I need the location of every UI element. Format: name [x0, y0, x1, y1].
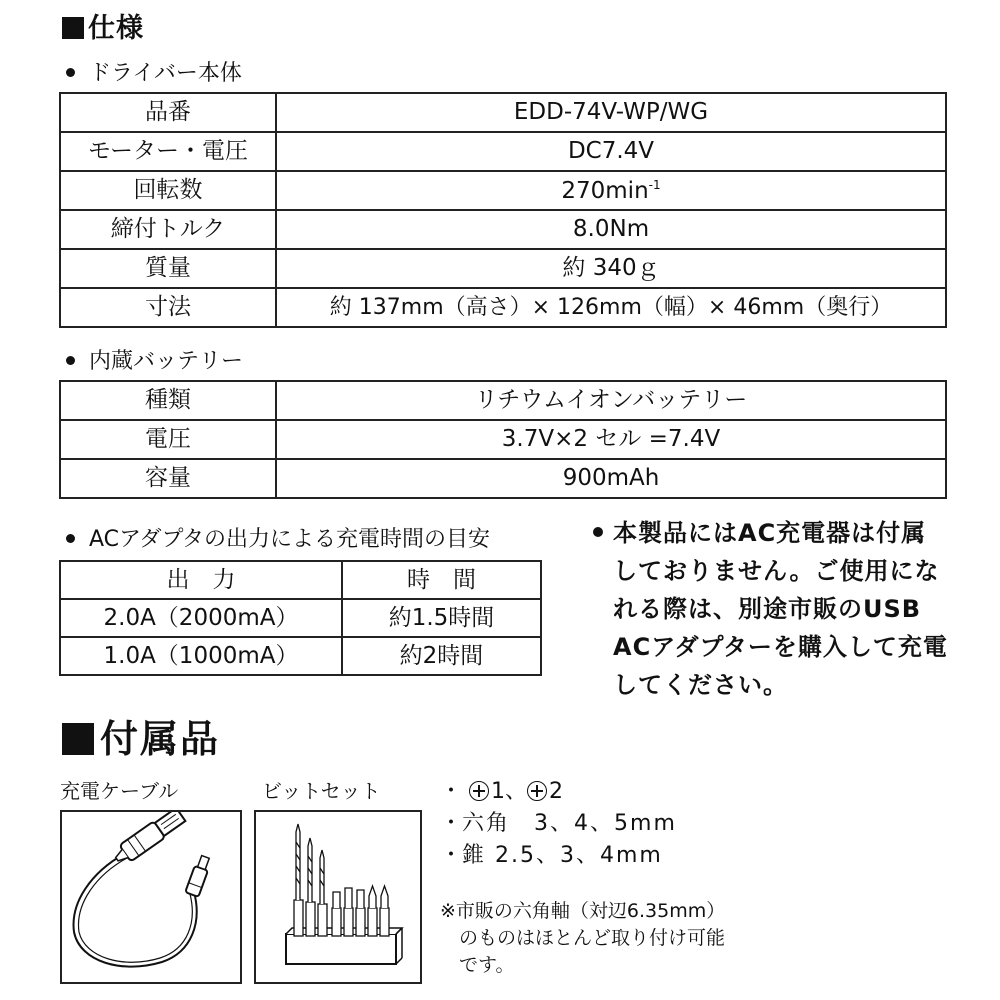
table-row: [60, 599, 541, 637]
row-value: DC7.4V: [276, 132, 946, 171]
table-row: [60, 381, 946, 420]
cable-label: 充電ケーブル: [60, 779, 179, 803]
row-value: 約 340ｇ: [276, 249, 946, 288]
note-line: しておりません。ご使用にな: [613, 557, 940, 585]
phillips-icon: [527, 781, 547, 801]
table-row: [60, 171, 946, 210]
row-value: リチウムイオンバッテリー: [276, 381, 946, 420]
row-label: 質量: [60, 249, 276, 288]
header-output: 出 力: [60, 561, 342, 599]
row-output: 1.0A（1000mA）: [60, 637, 342, 675]
row-label: 回転数: [60, 171, 276, 210]
table-header-row: [60, 561, 541, 599]
bullet-icon: [593, 527, 603, 537]
list-item: ・錐 2.5、3、4mm: [440, 843, 663, 868]
row-value: 約 137mm（高さ）× 126mm（幅）× 46mm（奥行）: [276, 288, 946, 327]
row-time: 約2時間: [342, 637, 541, 675]
row-label: 電圧: [60, 420, 276, 459]
cable-image: [60, 810, 242, 984]
battery-heading: 内蔵バッテリー: [60, 344, 243, 375]
table-row: [60, 288, 946, 327]
rpm-exponent: -1: [648, 177, 661, 192]
table-row: [60, 249, 946, 288]
table-row: [60, 93, 946, 132]
table-row: [60, 420, 946, 459]
usb-cable-icon: [62, 812, 240, 982]
list-item: ・ 1、 2: [440, 779, 564, 804]
row-time: 約1.5時間: [342, 599, 541, 637]
note-line: 本製品にはAC充電器は付属: [585, 514, 965, 552]
square-bullet-icon: [62, 17, 84, 39]
charge-heading: ACアダプタの出力による充電時間の目安: [60, 522, 490, 553]
accessories-section-title: 付属品: [62, 708, 220, 763]
row-label: 品番: [60, 93, 276, 132]
note-line: れる際は、別途市販のUSB: [613, 595, 922, 623]
table-row: [60, 459, 946, 498]
footnote-line: です。: [440, 954, 515, 976]
row-label: 容量: [60, 459, 276, 498]
hex-shaft-footnote: [440, 898, 725, 979]
bitset-label: ビットセット: [262, 779, 381, 803]
row-output: 2.0A（2000mA）: [60, 599, 342, 637]
row-value: [276, 171, 946, 210]
row-value: 3.7V×2 セル =7.4V: [276, 420, 946, 459]
table-row: [60, 210, 946, 249]
bullet-icon: [66, 356, 75, 365]
bitset-image: [254, 810, 422, 984]
charger-note: [585, 514, 965, 704]
note-line: してください。: [613, 671, 788, 699]
table-row: [60, 637, 541, 675]
row-value: 900mAh: [276, 459, 946, 498]
battery-spec-table: [59, 380, 947, 499]
row-label: 種類: [60, 381, 276, 420]
note-line: ACアダプターを購入して充電: [613, 633, 948, 661]
charge-time-table: [59, 560, 542, 676]
driver-heading: ドライバー本体: [60, 56, 242, 87]
footnote-line: のものはほとんど取り付け可能: [440, 927, 726, 949]
rpm-value: 270min: [561, 177, 649, 204]
driver-spec-table: [59, 92, 947, 328]
row-value: 8.0Nm: [276, 210, 946, 249]
phillips-icon: [469, 781, 489, 801]
bullet-icon: [66, 534, 75, 543]
spec-section-title: 仕様: [62, 6, 144, 45]
square-bullet-icon: [62, 723, 94, 755]
bit-set-icon: [256, 812, 420, 982]
table-row: [60, 132, 946, 171]
list-item: ・六角 3、4、5mm: [440, 811, 677, 836]
row-value: EDD-74V-WP/WG: [276, 93, 946, 132]
row-label: 締付トルク: [60, 210, 276, 249]
bullet-icon: [66, 68, 75, 77]
row-label: 寸法: [60, 288, 276, 327]
footnote-line: ※市販の六角軸（対辺6.35mm）: [440, 900, 726, 922]
header-time: 時 間: [342, 561, 541, 599]
bit-list: [440, 776, 677, 872]
row-label: モーター・電圧: [60, 132, 276, 171]
